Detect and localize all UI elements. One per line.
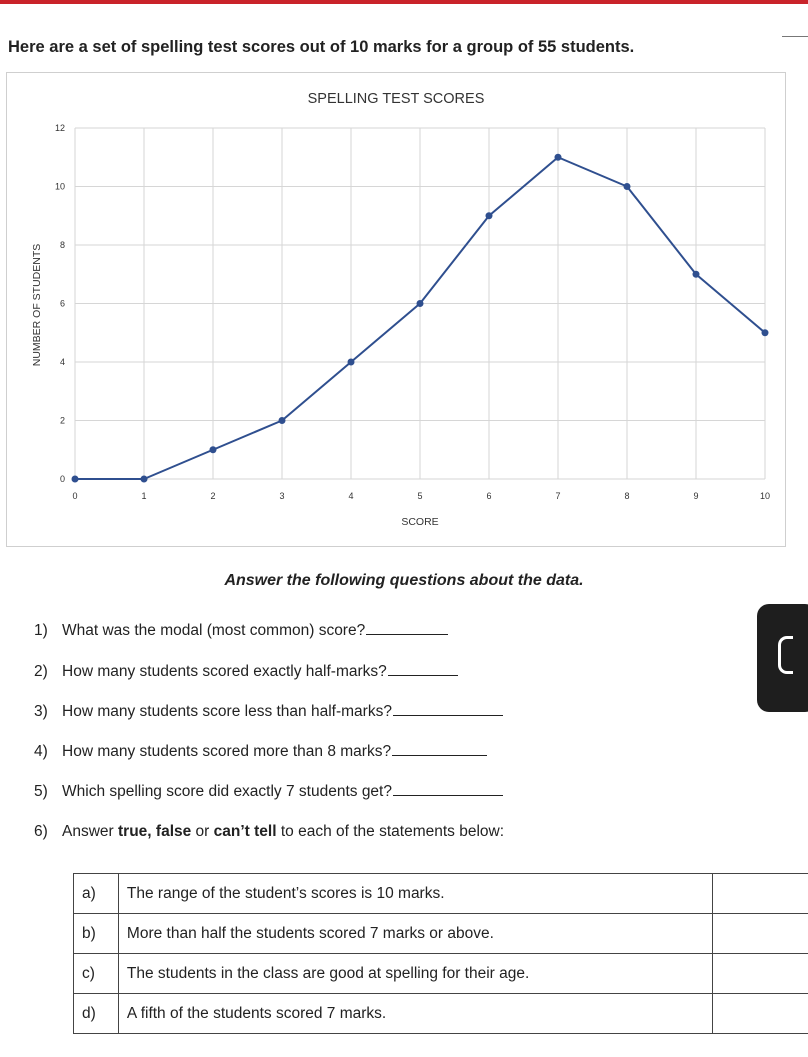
question-6-mid2: or [191, 823, 214, 840]
x-axis-label: SCORE [401, 516, 439, 528]
data-point [417, 300, 424, 307]
statement-letter: a) [74, 874, 119, 914]
y-tick-label: 6 [59, 298, 65, 309]
question-5 [34, 783, 503, 801]
y-tick-label: 4 [59, 357, 65, 367]
x-tick-label: 4 [348, 491, 354, 501]
table-row [74, 874, 808, 914]
x-tick-label: 9 [693, 491, 699, 501]
answer-blank[interactable] [393, 703, 503, 716]
question-number: 6) [34, 823, 48, 840]
answer-cell[interactable] [712, 994, 808, 1034]
x-tick-label: 0 [72, 491, 78, 501]
statement-letter: b) [74, 914, 119, 954]
statement-letter: c) [74, 954, 119, 994]
x-tick-label: 3 [279, 491, 285, 501]
data-point [141, 476, 148, 483]
line-chart [7, 73, 787, 548]
chart-title: SPELLING TEST SCORES [307, 91, 485, 107]
statements-table [73, 873, 808, 1034]
intro-text: Here are a set of spelling test scores out of 10 marks for a group of 55 students. [8, 38, 635, 56]
statement-text: The range of the student’s scores is 10 marks. [118, 874, 712, 914]
question-text: How many students score less than half-marks? [62, 703, 392, 720]
question-4 [34, 743, 487, 761]
x-tick-label: 2 [210, 491, 216, 501]
answer-cell[interactable] [712, 954, 808, 994]
data-point [210, 446, 217, 453]
question-6 [34, 823, 504, 841]
x-tick-labels [72, 491, 770, 501]
x-tick-label: 6 [486, 491, 492, 501]
y-tick-labels [55, 123, 65, 484]
data-point [762, 329, 769, 336]
question-3 [34, 703, 503, 721]
question-text: What was the modal (most common) score? [62, 622, 366, 639]
question-2 [34, 663, 458, 681]
y-tick-label: 2 [59, 415, 65, 426]
statement-letter: d) [74, 994, 119, 1034]
chart-frame [6, 72, 786, 547]
question-text: How many students scored more than 8 marks? [62, 743, 392, 760]
question-6-post: to each of the statements below: [276, 823, 505, 840]
false-word: false [155, 823, 192, 840]
answer-blank[interactable] [392, 743, 487, 756]
answer-cell[interactable] [712, 914, 808, 954]
table-row [74, 954, 808, 994]
true-word: true, [118, 823, 152, 840]
question-text: Which spelling score did exactly 7 students get? [62, 783, 392, 800]
cant-tell-word: can’t tell [213, 823, 277, 840]
question-number: 2) [34, 663, 48, 680]
table-row [74, 914, 808, 954]
x-tick-label: 10 [759, 491, 771, 501]
instruction-text: Answer the following questions about the data. [224, 572, 584, 589]
question-number: 3) [34, 703, 48, 720]
bracket-icon [778, 636, 793, 674]
data-point [348, 359, 355, 366]
top-accent-bar [0, 0, 808, 4]
y-axis-label: NUMBER OF STUDENTS [31, 243, 43, 367]
data-point [693, 271, 700, 278]
data-point [624, 183, 631, 190]
question-1 [34, 622, 448, 640]
data-point [279, 417, 286, 424]
answer-cell[interactable] [712, 874, 808, 914]
question-number: 4) [34, 743, 48, 760]
statement-text: More than half the students scored 7 marks or above. [118, 914, 712, 954]
edge-divider [782, 36, 808, 37]
statement-text: A fifth of the students scored 7 marks. [118, 994, 712, 1034]
x-tick-label: 8 [624, 491, 630, 501]
x-tick-label: 5 [417, 491, 423, 501]
overlay-tab-button[interactable] [757, 604, 808, 712]
question-text: How many students scored exactly half-marks? [62, 663, 387, 680]
answer-blank[interactable] [366, 622, 448, 635]
x-tick-label: 7 [555, 491, 561, 501]
y-tick-label: 0 [59, 474, 65, 484]
data-point [555, 154, 562, 161]
table-row [74, 994, 808, 1034]
statement-text: The students in the class are good at spelling for their age. [118, 954, 712, 994]
y-tick-label: 10 [54, 181, 65, 192]
question-number: 5) [34, 783, 48, 800]
answer-blank[interactable] [393, 783, 503, 796]
y-tick-label: 12 [54, 123, 65, 133]
data-point [72, 476, 79, 483]
question-6-pre: Answer [62, 823, 118, 840]
data-point [486, 212, 493, 219]
x-tick-label: 1 [141, 491, 147, 501]
y-tick-label: 8 [59, 240, 65, 250]
question-number: 1) [34, 622, 48, 639]
answer-blank[interactable] [388, 663, 458, 676]
